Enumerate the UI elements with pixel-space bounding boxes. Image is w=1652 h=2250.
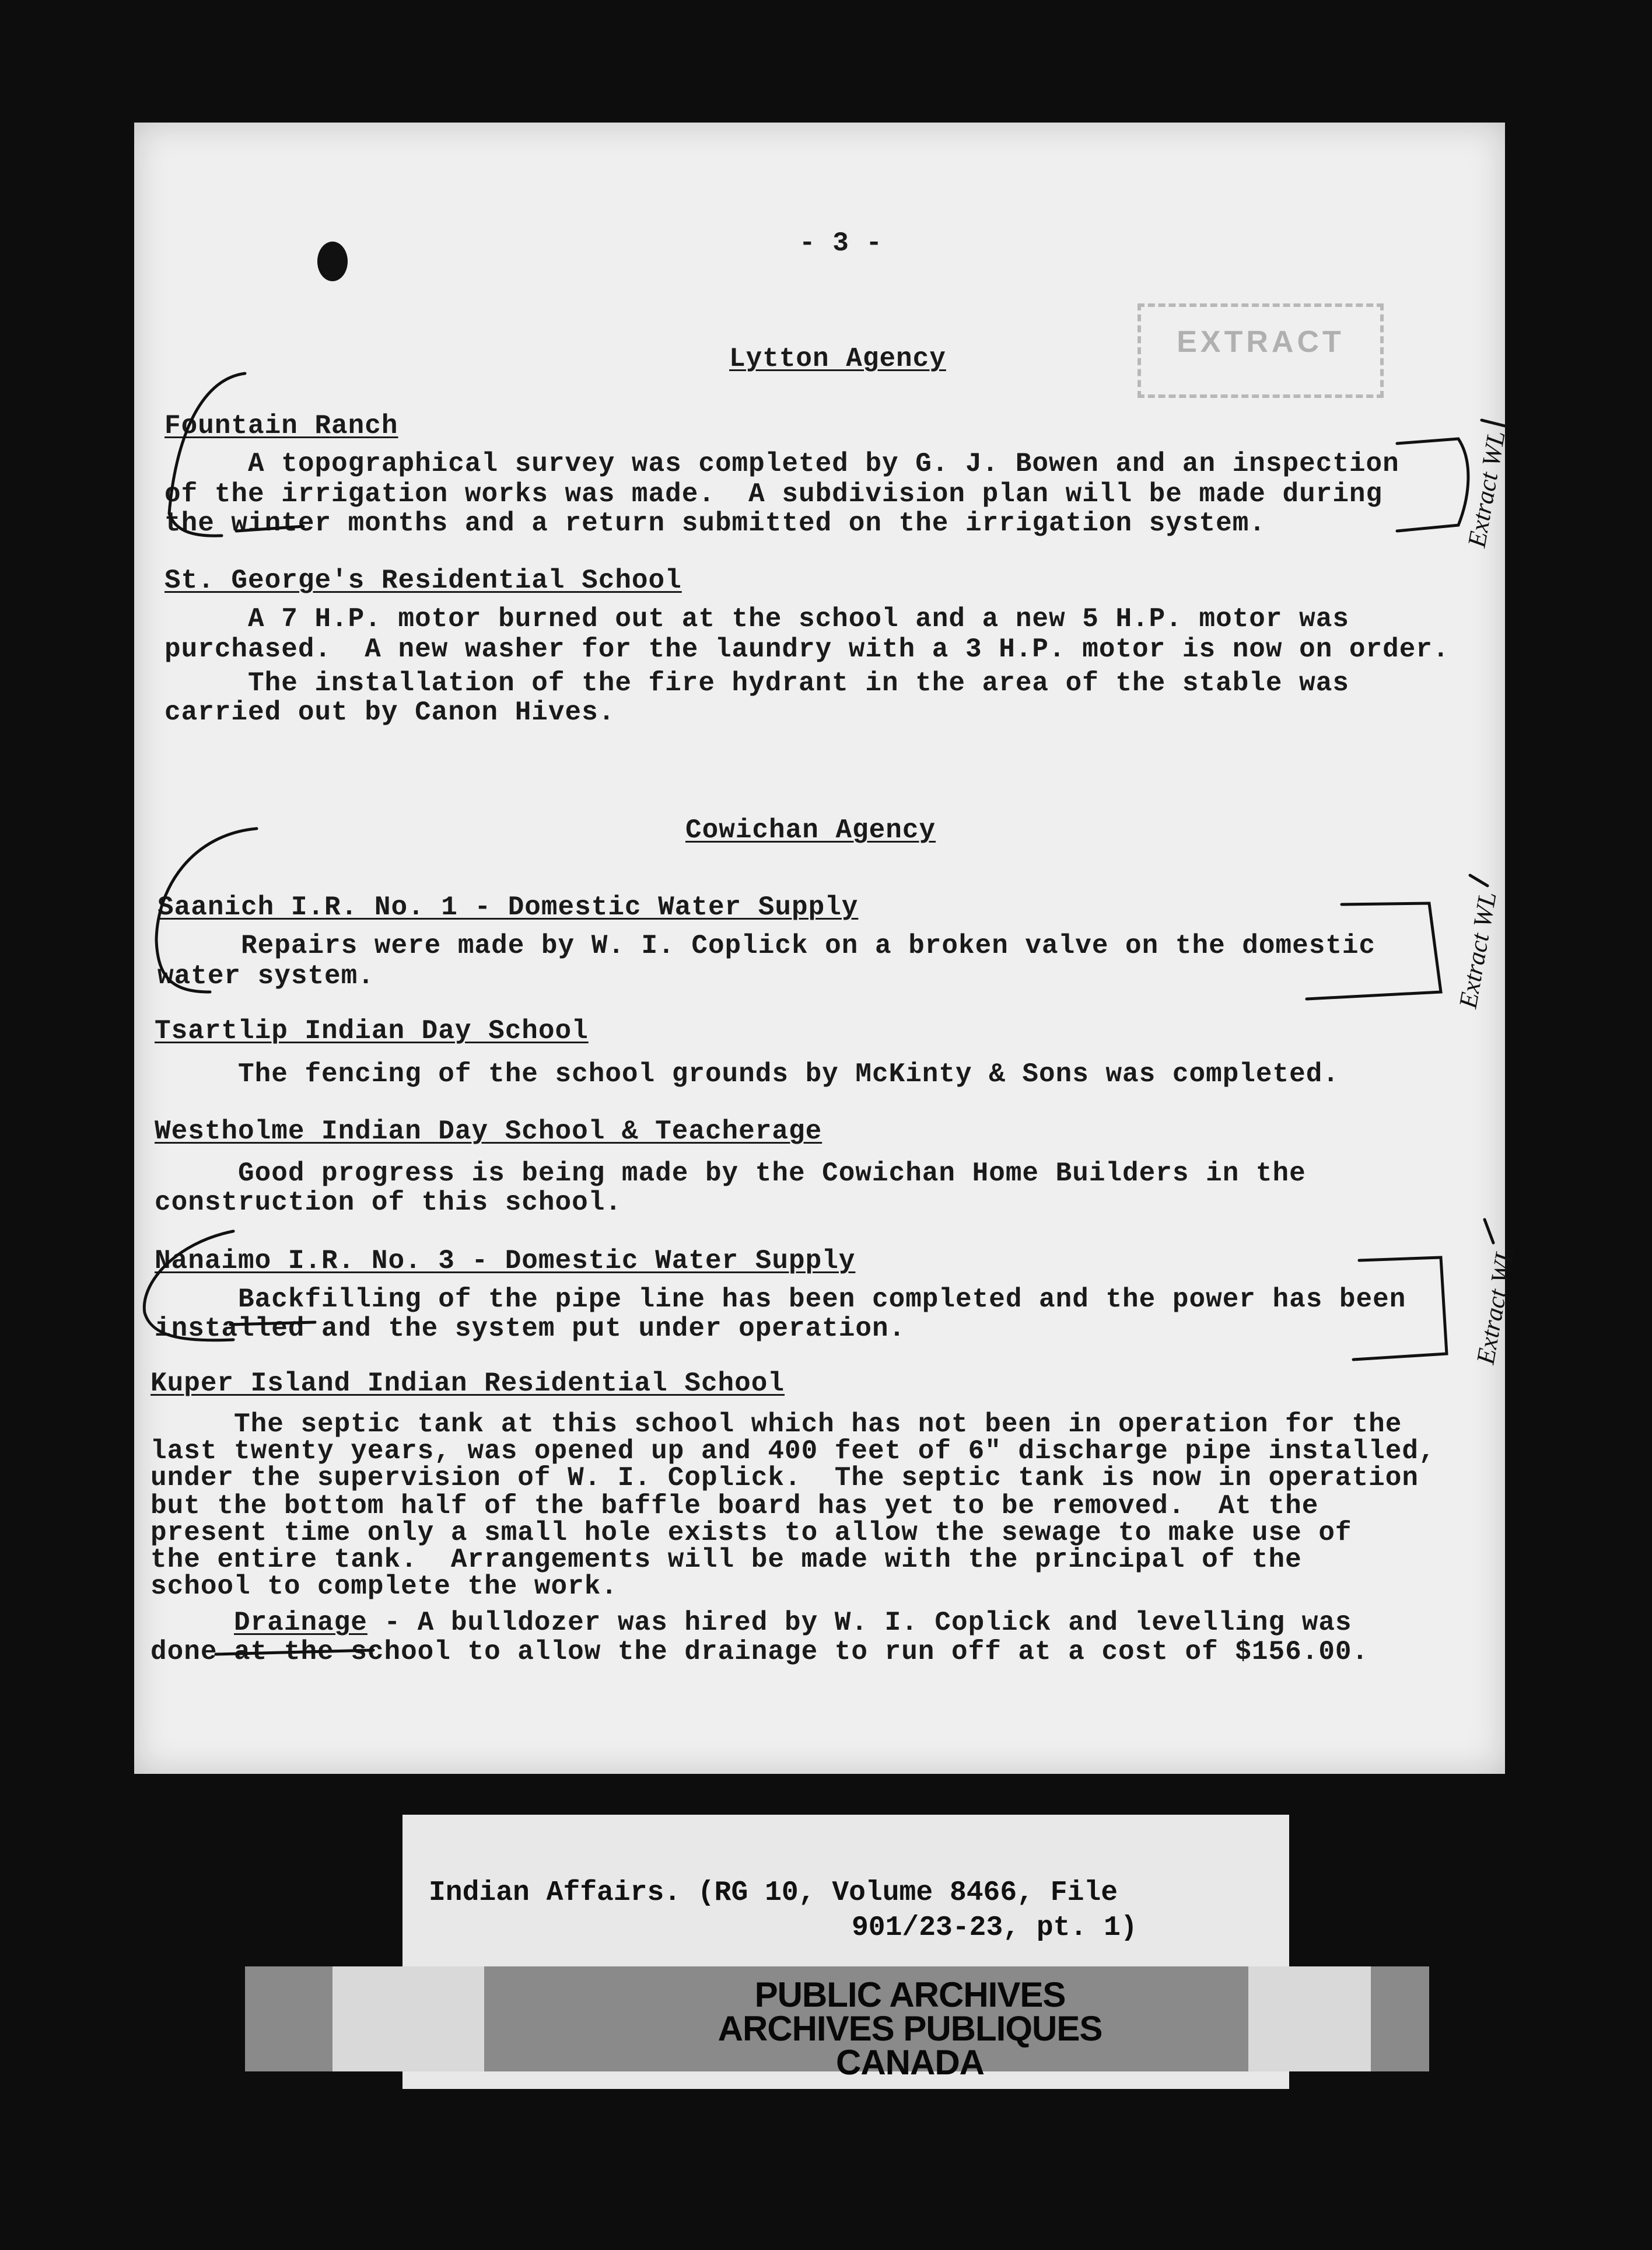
entry-title-tsartlip: Tsartlip Indian Day School [155,1016,589,1046]
entry-title-fountain-ranch: Fountain Ranch [164,411,398,441]
entry-title-kuper-island: Kuper Island Indian Residential School [150,1368,785,1399]
entry-title-st-georges-school: St. George's Residential School [164,565,682,596]
margin-note-2: Extract WL [1453,889,1502,1011]
entry-line: the winter months and a return submitted on the irrigation system. [164,508,1266,539]
entry-line: present time only a small hole exists to allow the sewage to make use of [150,1518,1352,1548]
band-highlight [332,1966,484,2071]
entry-line: Repairs were made by W. I. Coplick on a broken valve on the domestic [158,931,1376,961]
archive-label-line: ARCHIVES PUBLIQUES [718,2009,1102,2048]
entry-line: construction of this school. [155,1187,622,1218]
entry-line: done at the school to allow the drainage to run off at a cost of $156.00. [150,1637,1369,1667]
entry-line: The fencing of the school grounds by McKinty & Sons was completed. [155,1059,1339,1089]
entry-line: purchased. A new washer for the laundry with a 3 H.P. motor is now on order. [164,634,1450,665]
drainage-paragraph [150,1608,1352,1637]
archive-label-line: PUBLIC ARCHIVES [754,1975,1066,2014]
extract-stamp-text: EXTRACT [1177,325,1345,359]
page-number: - 3 - [799,228,883,258]
entry-title-nanaimo: Nanaimo I.R. No. 3 - Domestic Water Supply [155,1246,856,1276]
entry-line: water system. [158,961,374,991]
margin-note-3: Extract WL [1471,1245,1520,1367]
entry-line: A 7 H.P. motor burned out at the school and a new 5 H.P. motor was [164,604,1349,634]
entry-line: under the supervision of W. I. Coplick. The septic tank is now in operation [150,1463,1419,1493]
agency-heading-cowichan: Cowichan Agency [685,815,936,846]
extract-stamp [1138,303,1384,398]
entry-line: the entire tank. Arrangements will be made with the principal of the [150,1545,1302,1575]
drainage-text: - A bulldozer was hired by W. I. Coplick and levelling was [367,1608,1352,1638]
entry-line: A topographical survey was completed by G. J. Bowen and an inspection [164,449,1399,479]
citation-line-2: 901/23-23, pt. 1) [852,1912,1138,1944]
entry-line: Good progress is being made by the Cowichan Home Builders in the [155,1158,1306,1189]
entry-line: last twenty years, was opened up and 400 feet of 6" discharge pipe installed, [150,1436,1436,1466]
entry-line: Backfilling of the pipe line has been completed and the power has been [155,1284,1406,1315]
entry-line: installed and the system put under operation. [155,1313,906,1344]
entry-line: The installation of the fire hydrant in the area of the stable was [164,668,1349,698]
margin-note-1: Extract WL [1462,428,1511,550]
entry-line: but the bottom half of the baffle board has yet to be removed. At the [150,1491,1319,1521]
agency-heading-lytton: Lytton Agency [729,344,946,374]
archive-label-line: CANADA [836,2043,984,2082]
citation-line-1: Indian Affairs. (RG 10, Volume 8466, File [429,1877,1118,1909]
drainage-label: Drainage [234,1608,368,1638]
entry-line: The septic tank at this school which has not been in operation for the [150,1409,1402,1440]
entry-line: carried out by Canon Hives. [164,697,615,728]
public-archives-label [583,1975,1237,2082]
entry-line: school to complete the work. [150,1571,618,1602]
entry-line: of the irrigation works was made. A subdivision plan will be made during [164,479,1383,509]
entry-title-saanich: Saanich I.R. No. 1 - Domestic Water Supply [158,892,859,923]
entry-title-westholme: Westholme Indian Day School & Teacherage [155,1116,822,1147]
band-highlight [1248,1966,1371,2071]
